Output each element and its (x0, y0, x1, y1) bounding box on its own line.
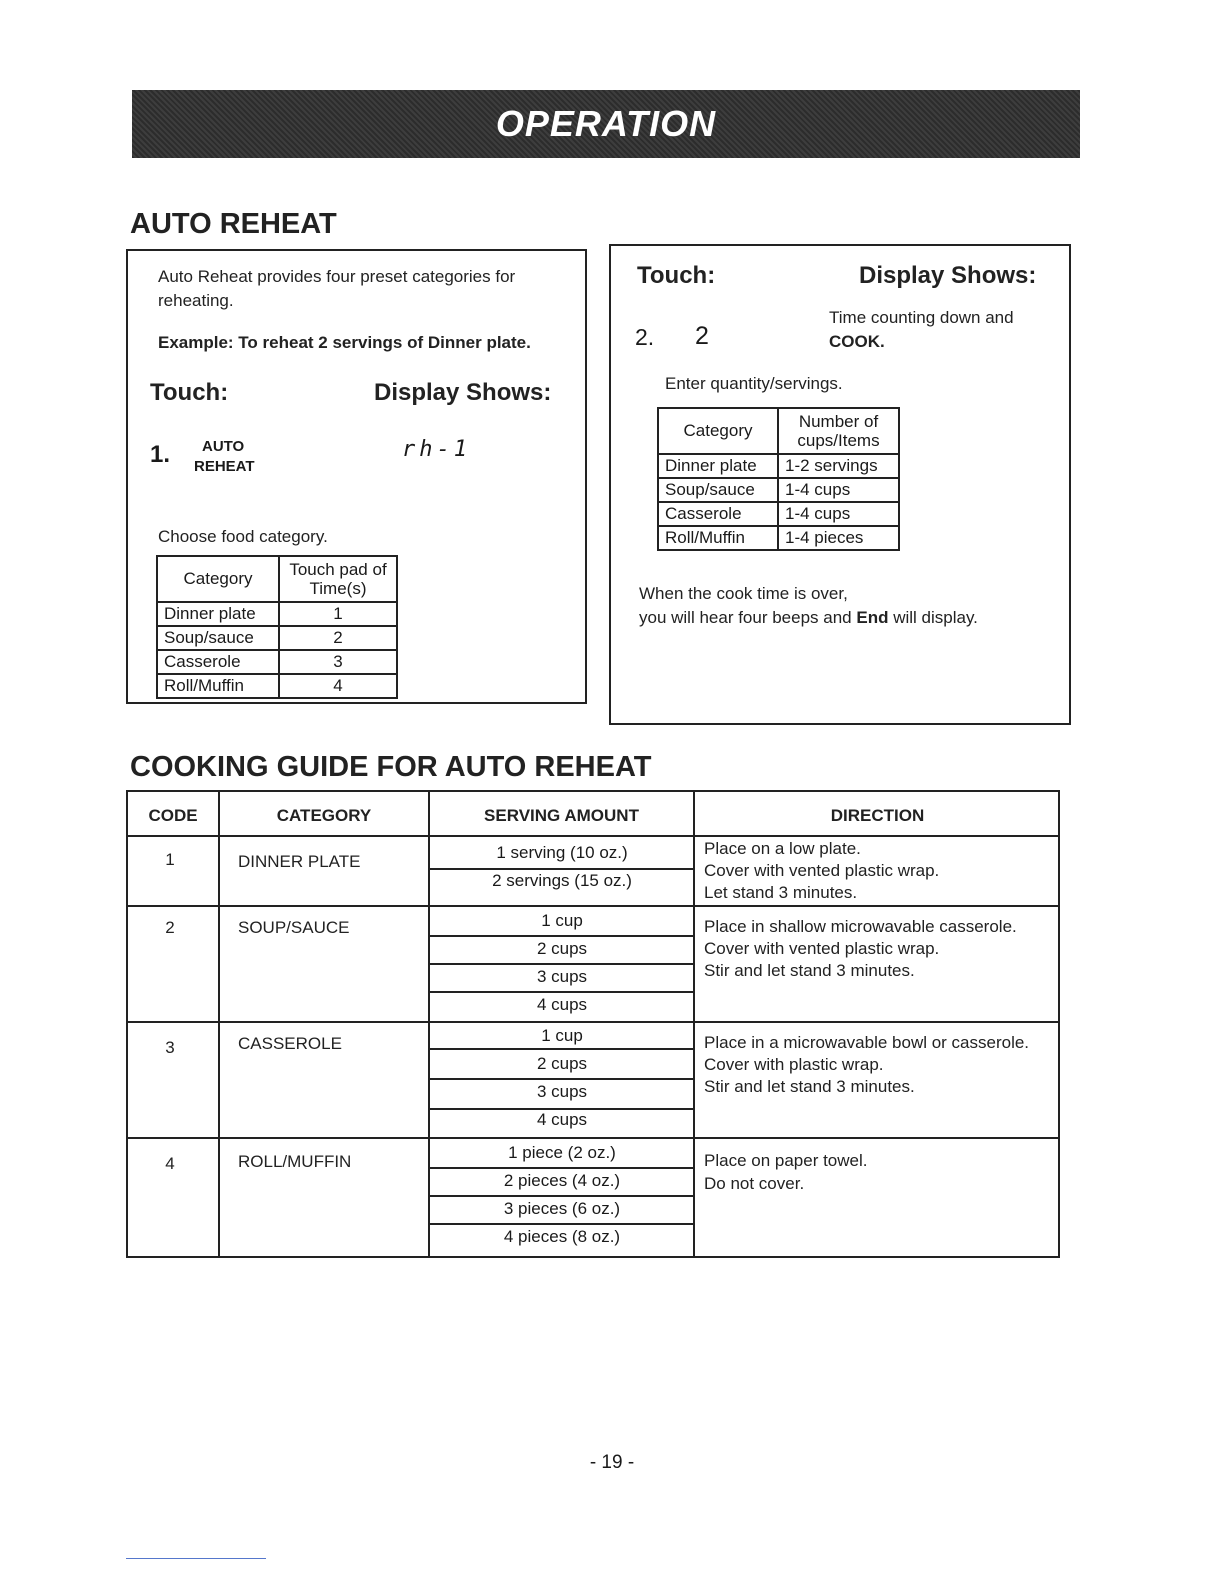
auto-reheat-right-panel (609, 244, 1071, 725)
direction-cell (704, 838, 939, 904)
serving-cell: 2 cups (536, 939, 588, 958)
serving-cell: 3 pieces (6 oz.) (503, 1199, 621, 1218)
serving-cell: 2 pieces (4 oz.) (503, 1171, 621, 1190)
end-text-line1: When the cook time is over, (639, 584, 848, 603)
table-cell: 1-4 pieces (778, 526, 899, 550)
quantity-table (657, 407, 900, 551)
table-cell: 1-2 servings (778, 454, 899, 478)
table-cell: 2 (279, 626, 397, 650)
row-divider (128, 835, 1060, 837)
code-cell: 1 (165, 850, 175, 869)
quantity-table-header: Number of cups/Items (778, 408, 899, 454)
direction-line: Place on paper towel. (704, 1151, 868, 1170)
display-time-text: Time counting down and (829, 308, 1014, 327)
serving-cell: 3 cups (536, 967, 588, 986)
footer-rule (126, 1558, 266, 1559)
code-cell: 4 (165, 1154, 175, 1173)
category-table (156, 555, 398, 699)
category-cell: DINNER PLATE (238, 852, 361, 871)
table-row (157, 602, 397, 626)
header-code: CODE (148, 806, 198, 825)
end-text-post: will display. (888, 608, 978, 627)
category-table-header: Touch pad of Time(s) (279, 556, 397, 602)
intro-text: Auto Reheat provides four preset categories for reheating. (158, 267, 516, 310)
serving-cell: 4 pieces (8 oz.) (503, 1227, 621, 1246)
table-cell: 3 (279, 650, 397, 674)
direction-line: Place on a low plate. (704, 839, 861, 858)
serving-divider (430, 935, 693, 937)
table-cell: Roll/Muffin (658, 526, 778, 550)
code-cell: 2 (165, 918, 175, 937)
serving-cell: 4 cups (536, 995, 588, 1014)
table-cell: Dinner plate (157, 602, 279, 626)
table-cell: Dinner plate (658, 454, 778, 478)
table-cell: Casserole (157, 650, 279, 674)
table-row (658, 526, 899, 550)
table-cell: 1-4 cups (778, 502, 899, 526)
direction-line: Cover with plastic wrap. (704, 1055, 884, 1074)
table-cell: 4 (279, 674, 397, 698)
key-2: 2 (695, 322, 709, 350)
category-cell: CASSEROLE (238, 1034, 342, 1053)
header-category: CATEGORY (276, 806, 372, 825)
table-cell: Soup/sauce (658, 478, 778, 502)
table-row (658, 502, 899, 526)
auto-reheat-key (194, 437, 255, 477)
display-shows-label-2: Display Shows: (859, 262, 1037, 289)
banner-title: OPERATION (495, 103, 717, 144)
direction-line: Place in shallow microwavable casserole. (704, 917, 1017, 936)
header-serving-amount: SERVING AMOUNT (484, 806, 639, 825)
auto-reheat-left-panel (126, 249, 587, 704)
operation-banner (132, 90, 1080, 158)
display-shows-label: Display Shows: (374, 379, 552, 406)
category-table-header: Category (157, 556, 279, 602)
category-cell: SOUP/SAUCE (238, 918, 350, 937)
serving-divider (430, 1048, 693, 1050)
cooking-guide-title: COOKING GUIDE FOR AUTO REHEAT (130, 751, 652, 783)
direction-line: Do not cover. (704, 1174, 805, 1193)
code-cell: 3 (165, 1038, 175, 1057)
direction-line: Place in a microwavable bowl or casserole. (704, 1033, 1030, 1052)
serving-cell: 4 cups (536, 1110, 588, 1129)
serving-divider (430, 1195, 693, 1197)
end-text-line2 (639, 606, 978, 630)
serving-cell: 1 piece (2 oz.) (508, 1143, 616, 1162)
page-number: - 19 - (589, 1452, 635, 1473)
table-cell: 1 (279, 602, 397, 626)
serving-cell: 1 cup (541, 911, 583, 930)
serving-divider (430, 1223, 693, 1225)
serving-cell: 3 cups (536, 1082, 588, 1101)
table-row (157, 650, 397, 674)
serving-cell: 2 servings (15 oz.) (492, 871, 632, 890)
touch-label: Touch: (150, 379, 229, 406)
serving-cell: 2 cups (536, 1054, 588, 1073)
example-text: Example: To reheat 2 servings of Dinner plate. (158, 333, 531, 352)
table-cell: 1-4 cups (778, 478, 899, 502)
table-cell: Soup/sauce (157, 626, 279, 650)
auto-reheat-key-line2: REHEAT (194, 458, 255, 475)
end-text-pre: you will hear four beeps and (639, 608, 857, 627)
direction-cell (704, 916, 1017, 982)
direction-line: Cover with vented plastic wrap. (704, 939, 940, 958)
direction-line: Stir and let stand 3 minutes. (704, 1077, 915, 1096)
category-cell: ROLL/MUFFIN (238, 1152, 352, 1171)
column-divider (218, 792, 220, 1258)
direction-line: Let stand 3 minutes. (704, 883, 858, 902)
choose-category-text: Choose food category. (158, 527, 328, 546)
table-row (658, 478, 899, 502)
step-1-number: 1. (150, 441, 171, 468)
row-divider (128, 905, 1060, 907)
serving-divider (430, 1167, 693, 1169)
serving-divider (430, 963, 693, 965)
header-direction: DIRECTION (830, 806, 925, 825)
direction-cell (704, 1149, 868, 1195)
enter-quantity-text: Enter quantity/servings. (665, 374, 843, 393)
cooking-guide-table (126, 790, 1060, 1258)
serving-divider (430, 1078, 693, 1080)
step-2-number: 2. (635, 324, 655, 350)
serving-cell: 1 cup (541, 1026, 583, 1045)
display-rh1: rh-1 (402, 437, 471, 462)
touch-label-2: Touch: (637, 262, 716, 289)
table-cell: Roll/Muffin (157, 674, 279, 698)
auto-reheat-title: AUTO REHEAT (130, 208, 337, 240)
table-row (157, 626, 397, 650)
row-divider (128, 1021, 1060, 1023)
serving-divider (430, 868, 693, 870)
auto-reheat-key-line1: AUTO (202, 438, 245, 455)
table-row (658, 454, 899, 478)
row-divider (128, 1137, 1060, 1139)
table-cell: Casserole (658, 502, 778, 526)
table-row (157, 674, 397, 698)
direction-line: Stir and let stand 3 minutes. (704, 961, 915, 980)
direction-cell (704, 1032, 1029, 1098)
direction-line: Cover with vented plastic wrap. (704, 861, 940, 880)
display-cook-text: COOK. (829, 332, 885, 351)
serving-cell: 1 serving (10 oz.) (496, 843, 628, 862)
quantity-table-header: Category (658, 408, 778, 454)
end-text-bold: End (856, 608, 889, 627)
serving-divider (430, 991, 693, 993)
